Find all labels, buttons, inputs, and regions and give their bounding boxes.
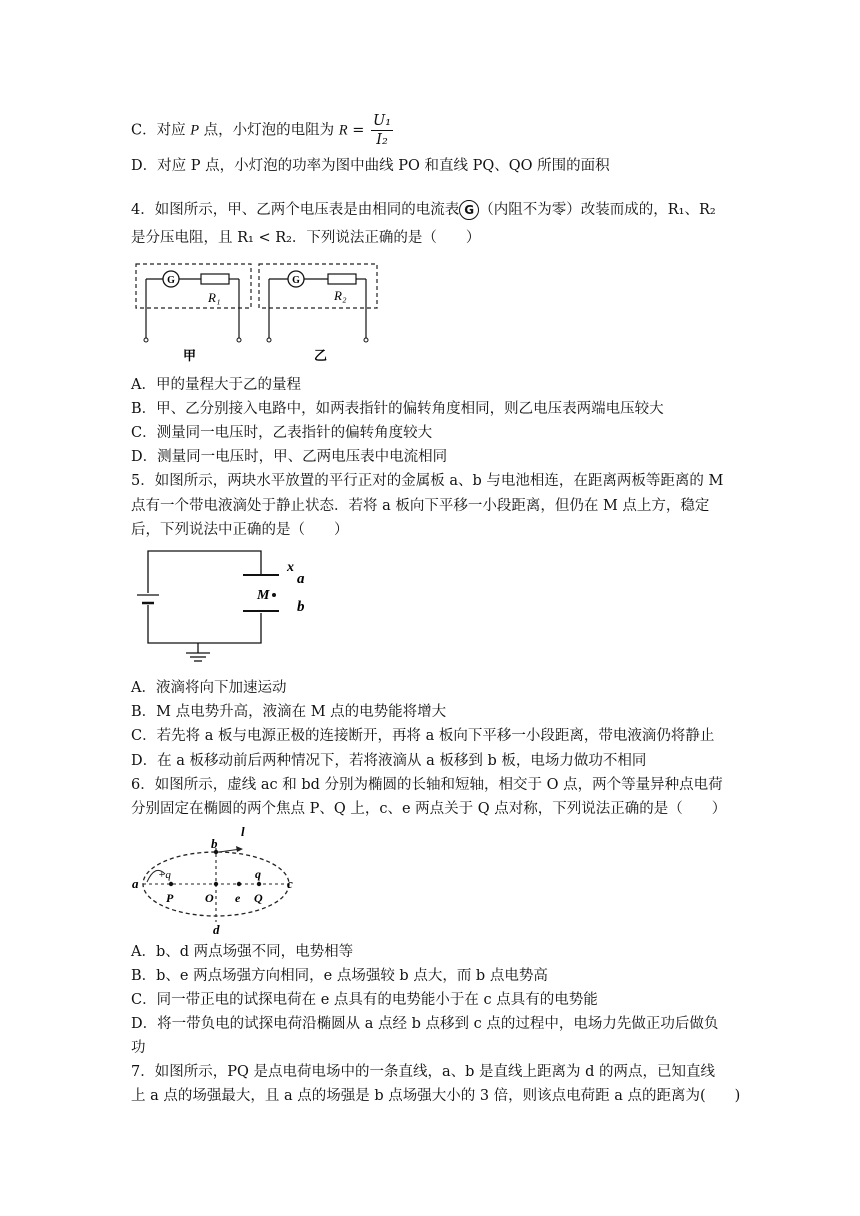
jia-g-label: G <box>167 275 175 286</box>
q3-opt-c-r: R <box>338 122 348 139</box>
q3-option-d: D．对应 P 点，小灯泡的功率为图中曲线 PO 和直线 PQ、QO 所围的面积 <box>131 158 610 174</box>
q4-option-b: B．甲、乙分别接入电路中，如两表指针的偏转角度相同，则乙电压表两端电压较大 <box>131 401 664 417</box>
a-label: a <box>297 571 305 587</box>
q4-figure <box>131 258 381 368</box>
direction-arrow-icon <box>236 846 243 852</box>
q3-opt-c-prefix: C．对应 <box>131 122 191 139</box>
droplet-m <box>272 593 276 597</box>
galvanometer-icon: G <box>459 200 479 220</box>
r2-resistor <box>328 274 356 284</box>
q5-stem-line3: 后，下列说法中正确的是（ ） <box>131 522 349 538</box>
point-o <box>214 882 218 886</box>
x-label: x <box>287 560 294 575</box>
q5-option-a: A．液滴将向下加速运动 <box>131 680 287 696</box>
fraction-denominator: I₂ <box>376 132 388 148</box>
q5-stem-line1: 5．如图所示，两块水平放置的平行正对的金属板 a、b 与电池相连，在距离两板等距离的 M <box>131 473 724 489</box>
q3-option-c <box>131 112 395 149</box>
l-label: l <box>241 824 245 839</box>
r1-resistor <box>201 274 229 284</box>
q6-option-c: C．同一带正电的试探电荷在 e 点具有的电势能小于在 c 点具有的电势能 <box>131 992 598 1008</box>
q6-figure <box>131 822 306 937</box>
q-label: q <box>255 867 261 881</box>
point-e <box>237 882 241 886</box>
q3-opt-c-eq: = <box>347 122 370 139</box>
q5-option-b: B．M 点电势升高，液滴在 M 点的电势能将增大 <box>131 704 447 720</box>
yi-g-label: G <box>292 275 300 286</box>
a-label: a <box>132 876 139 891</box>
q5-option-d: D．在 a 板移动前后两种情况下，若将液滴从 a 板移到 b 板，电场力做功不相同 <box>131 753 647 769</box>
b-label: b <box>297 599 305 615</box>
q4-option-a: A．甲的量程大于乙的量程 <box>131 377 301 393</box>
q5-figure <box>131 545 311 670</box>
q6-option-d-line2: 功 <box>131 1040 146 1056</box>
q6-option-b: B．b、e 两点场强方向相同，e 点场强较 b 点大，而 b 点电势高 <box>131 968 548 984</box>
q6-option-a: A．b、d 两点场强不同，电势相等 <box>131 944 354 960</box>
c-label: c <box>287 876 293 891</box>
p-label: P <box>166 891 174 905</box>
yi-dashed-box <box>259 264 377 308</box>
b-label: b <box>211 836 218 851</box>
q4-stem-line1 <box>131 200 716 220</box>
m-label: M <box>257 588 270 603</box>
q6-stem-line2: 分别固定在椭圆的两个焦点 P、Q 上，c、e 两点关于 Q 点对称，下列说法正确的是（ ） <box>131 801 727 817</box>
q4-stem-line2: 是分压电阻，且 R₁ < R₂．下列说法正确的是（ ） <box>131 230 481 246</box>
r2-label: R₂ <box>334 288 347 303</box>
point-p <box>169 882 173 886</box>
jia-label: 甲 <box>183 348 197 363</box>
q4-option-d: D．测量同一电压时，甲、乙两电压表中电流相同 <box>131 449 448 465</box>
q3-opt-c-fraction <box>371 112 393 149</box>
q3-opt-c-p: P <box>190 122 200 139</box>
point-q <box>257 882 261 886</box>
yi-label: 乙 <box>314 348 328 363</box>
q7-stem-line2: 上 a 点的场强最大，且 a 点的场强是 b 点场强大小的 3 倍，则该点电荷距 a 点的距离为( ) <box>131 1088 741 1104</box>
Q-label: Q <box>254 891 263 905</box>
q4-option-c: C．测量同一电压时，乙表指针的偏转角度较大 <box>131 425 433 441</box>
e-label: e <box>235 891 241 905</box>
q4-stem-1a: 4．如图所示，甲、乙两个电压表是由相同的电流表 <box>131 202 460 218</box>
q3-opt-c-mid: 点，小灯泡的电阻为 <box>199 122 339 139</box>
plus-q-label: +q <box>158 869 171 881</box>
q5-stem-line2: 点有一个带电液滴处于静止状态．若将 a 板向下平移一小段距离，但仍在 M 点上方，稳定 <box>131 498 710 514</box>
q7-stem-line1: 7．如图所示，PQ 是点电荷电场中的一条直线，a、b 是直线上距离为 d 的两点，已知直线 <box>131 1064 716 1080</box>
fraction-numerator: U₁ <box>373 113 392 129</box>
q6-option-d-line1: D．将一带负电的试探电荷沿椭圆从 a 点经 b 点移到 c 点的过程中，电场力先做正功后做负 <box>131 1016 719 1032</box>
q4-stem-1b: （内阻不为零）改装而成的，R₁、R₂ <box>479 202 716 218</box>
jia-dashed-box <box>136 264 251 308</box>
r1-label: R₁ <box>208 290 221 305</box>
d-label: d <box>213 922 220 937</box>
o-label: O <box>205 891 214 905</box>
q6-stem-line1: 6．如图所示，虚线 ac 和 bd 分别为椭圆的长轴和短轴，相交于 O 点，两个等量异种点电荷 <box>131 777 723 793</box>
q5-option-c: C．若先将 a 板与电源正极的连接断开，再将 a 板向下平移一小段距离，带电液滴仍将静止 <box>131 728 715 744</box>
